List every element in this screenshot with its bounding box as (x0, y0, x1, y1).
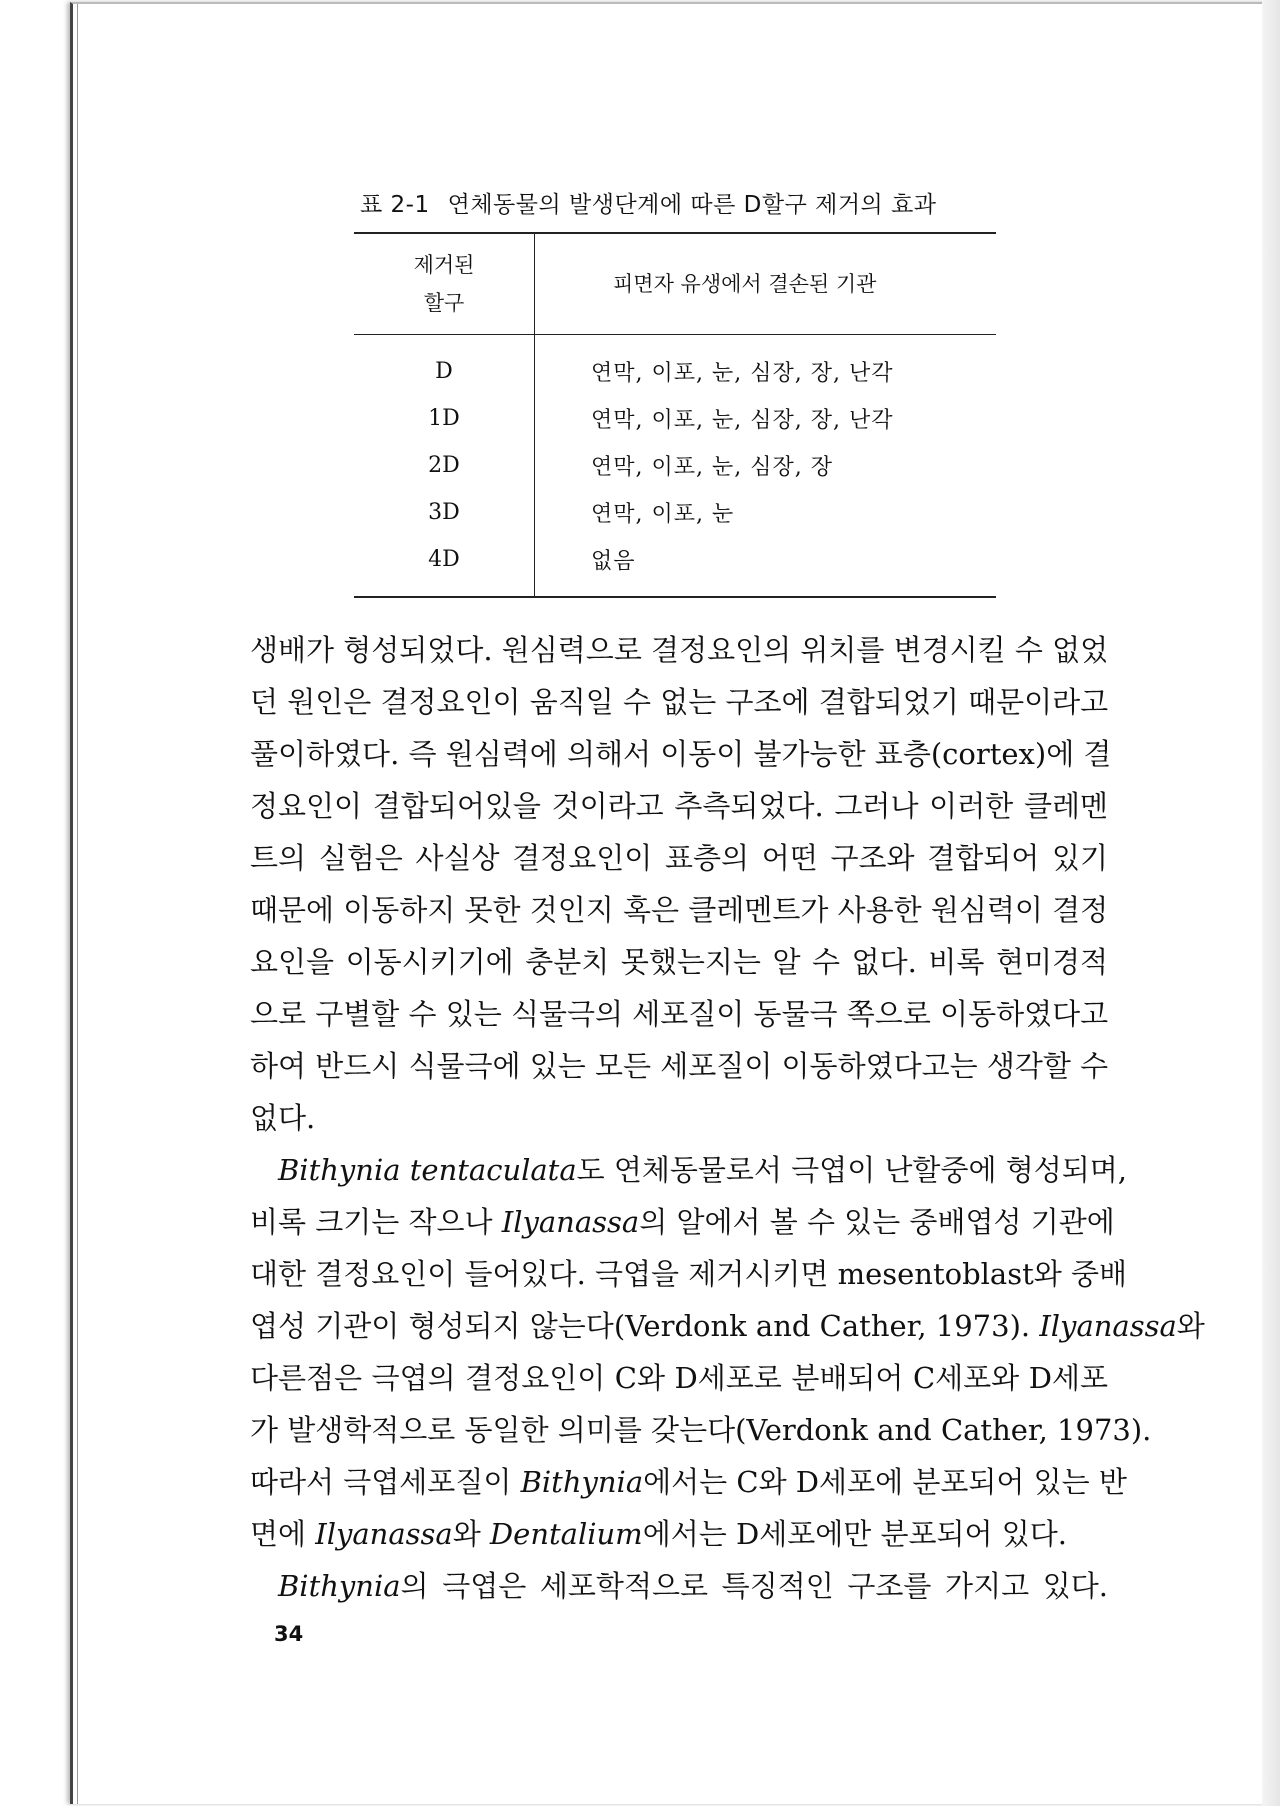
cell-organs: 연막, 이포, 눈, 심장, 장, 난각 (591, 361, 894, 386)
text-line: 던 원인은 결정요인이 움직일 수 없는 구조에 결합되었기 때문이라고 (250, 685, 1109, 719)
cell-organs: 없음 (591, 549, 636, 574)
text-line: Bithynia tentaculata도 연체동물로서 극엽이 난할중에 형성되며, (278, 1153, 1127, 1187)
text-line: 요인을 이동시키기에 충분치 못했는지는 알 수 없다. 비록 현미경적 (250, 945, 1108, 979)
text-line: 트의 실험은 사실상 결정요인이 표층의 어떤 구조와 결합되어 있기 (250, 841, 1108, 875)
species-name: Bithynia (520, 1465, 644, 1499)
text-line: 가 발생학적으로 동일한 의미를 갖는다(Verdonk and Cather, 1973). (250, 1413, 1152, 1447)
page-number: 34 (274, 1622, 304, 1646)
species-name: Ilyanassa (1039, 1309, 1177, 1343)
paragraph-2 (250, 1144, 1205, 1560)
paragraph-1 (250, 624, 1112, 1144)
cell-organs: 연막, 이포, 눈, 심장, 장, 난각 (591, 408, 894, 433)
cell-blastomere: D (354, 335, 535, 396)
header-blastomere: 제거된 할구 (354, 233, 535, 335)
table-row (354, 335, 996, 396)
cell-blastomere: 3D (354, 489, 535, 536)
text-line: 다른점은 극엽의 결정요인이 C와 D세포로 분배되어 C세포와 D세포 (250, 1361, 1108, 1395)
text-line: Bithynia의 극엽은 세포학적으로 특징적인 구조를 가지고 있다. (278, 1569, 1108, 1603)
species-name: Dentalium (489, 1517, 643, 1551)
table-caption (360, 186, 980, 219)
table-row (354, 536, 996, 597)
text-line: 대한 결정요인이 들어있다. 극엽을 제거시키면 mesentoblast와 중배 (250, 1257, 1127, 1291)
species-name: Ilyanassa (501, 1205, 640, 1239)
text-line: 하여 반드시 식물극에 있는 모든 세포질이 이동하였다고는 생각할 수 (250, 1049, 1109, 1083)
cell-blastomere: 2D (354, 442, 535, 489)
text-line: 면에 Ilyanassa와 Dentalium에서는 D세포에만 분포되어 있다. (250, 1517, 1067, 1551)
cell-blastomere: 4D (354, 536, 535, 597)
text-line: 엽성 기관이 형성되지 않는다(Verdonk and Cather, 1973). Ilyanassa와 (250, 1309, 1205, 1343)
text-line: 정요인이 결합되어있을 것이라고 추측되었다. 그러나 이러한 클레멘 (250, 789, 1108, 823)
text-line: 따라서 극엽세포질이 Bithynia에서는 C와 D세포에 분포되어 있는 반 (250, 1465, 1127, 1499)
cell-organs: 연막, 이포, 눈, 심장, 장 (591, 455, 833, 480)
table-number: 표 2-1 (360, 192, 430, 218)
text-line: 풀이하였다. 즉 원심력에 의해서 이동이 불가능한 표층(cortex)에 결 (250, 737, 1112, 771)
text-line: 생배가 형성되었다. 원심력으로 결정요인의 위치를 변경시킬 수 없었 (250, 633, 1109, 667)
text-line: 때문에 이동하지 못한 것인지 혹은 클레멘트가 사용한 원심력이 결정 (250, 893, 1109, 927)
table-row (354, 395, 996, 442)
species-name: Ilyanassa (315, 1517, 453, 1551)
page-edge (1262, 0, 1280, 1806)
table-header-row (354, 233, 996, 335)
paragraph-3 (250, 1560, 1108, 1612)
table-row (354, 442, 996, 489)
cell-blastomere: 1D (354, 395, 535, 442)
text-line: 비록 크기는 작으나 Ilyanassa의 알에서 볼 수 있는 중배엽성 기관에 (250, 1205, 1115, 1239)
table-title: 연체동물의 발생단계에 따른 D할구 제거의 효과 (447, 192, 937, 218)
text-line: 없다. (250, 1101, 316, 1135)
effects-table (354, 232, 996, 598)
header-missing-organs: 피면자 유생에서 결손된 기관 (535, 233, 997, 335)
body-text (250, 624, 1205, 1612)
cell-organs: 연막, 이포, 눈 (591, 502, 735, 527)
species-name: Bithynia (278, 1569, 401, 1603)
text-line: 으로 구별할 수 있는 식물극의 세포질이 동물극 쪽으로 이동하였다고 (250, 997, 1109, 1031)
species-name: Bithynia tentaculata (278, 1153, 577, 1187)
table-row (354, 489, 996, 536)
